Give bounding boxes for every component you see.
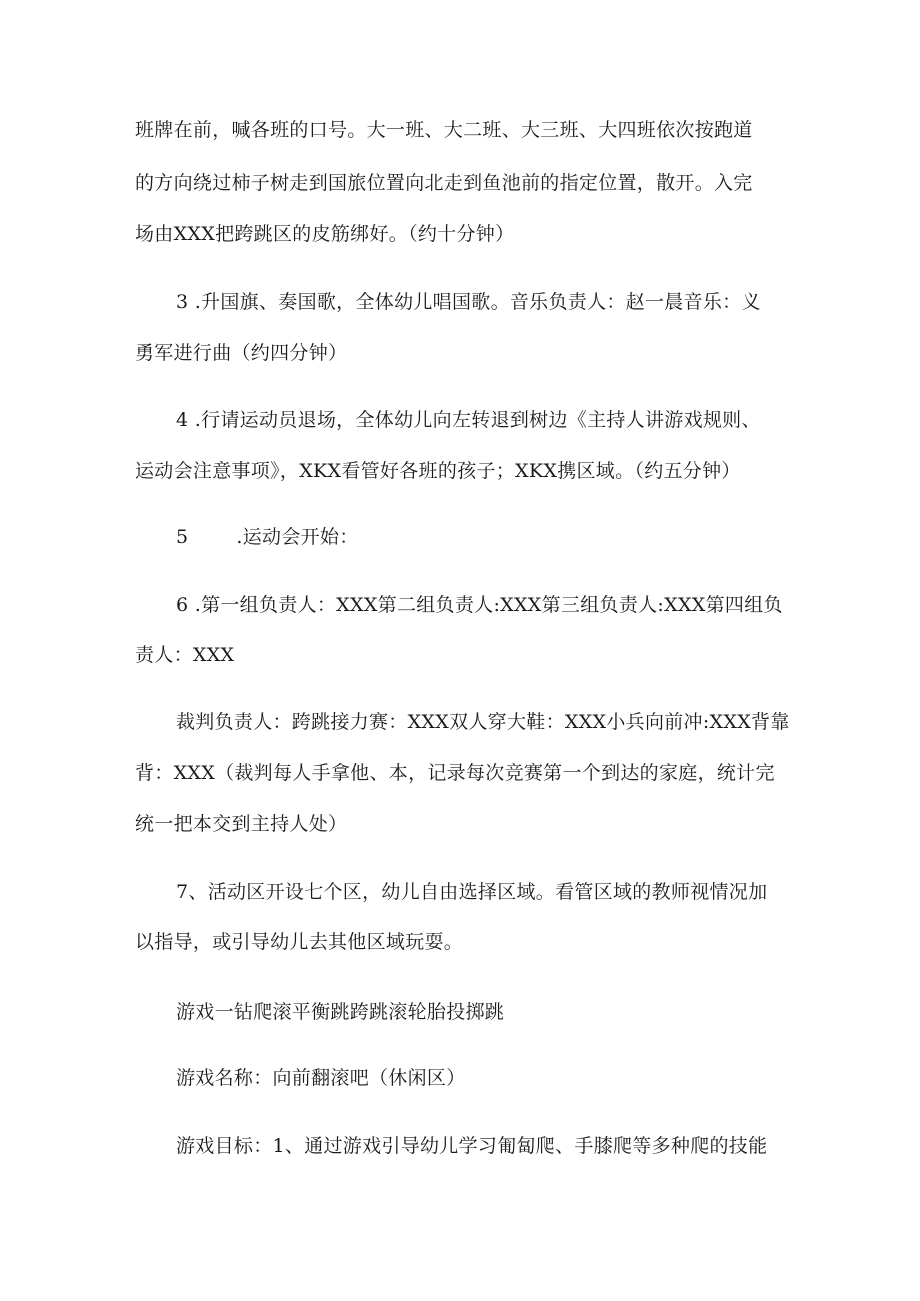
referee-line-2: 背：XXX（裁判每人手拿他、本，记录每次竞赛第一个到达的家庭，统计完 bbox=[135, 762, 775, 784]
paragraph-1-line-1: 班牌在前，喊各班的口号。大一班、大二班、大三班、大四班依次按跑道 bbox=[135, 119, 753, 141]
paragraph-1-line-2: 的方向绕过柿子树走到国旅位置向北走到鱼池前的指定位置，散开。入完 bbox=[135, 172, 753, 194]
item-5-number: 5 bbox=[176, 526, 189, 548]
item-4-line-1: 4 .行请运动员退场，全体幼儿向左转退到树边《主持人讲游戏规则、 bbox=[176, 409, 761, 431]
item-7-line-1: 7、活动区开设七个区，幼儿自由选择区域。看管区域的教师视情况加 bbox=[176, 881, 768, 903]
paragraph-1-line-3: 场由XXX把跨跳区的皮筋绑好。（约十分钟） bbox=[135, 223, 515, 245]
item-7-line-2: 以指导，或引导幼儿去其他区域玩耍。 bbox=[135, 931, 464, 953]
item-5-line bbox=[176, 525, 359, 549]
item-4-line-2: 运动会注意事项》，XKX看管好各班的孩子；XKX携区域。（约五分钟） bbox=[135, 460, 741, 482]
item-5-text: .运动会开始： bbox=[236, 526, 359, 548]
game-list-line: 游戏一钻爬滚平衡跳跨跳滚轮胎投掷跳 bbox=[176, 1001, 505, 1023]
item-6-line-2: 责人：XXX bbox=[135, 644, 235, 666]
item-6-line-1: 6 .第一组负责人：XXX第二组负责人:XXX第三组负责人:XXX第四组负 bbox=[176, 594, 783, 616]
game-name-line: 游戏名称：向前翻滚吧（休闲区） bbox=[176, 1067, 466, 1089]
item-3-line-1: 3 .升国旗、奏国歌，全体幼儿唱国歌。音乐负责人：赵一晨音乐：义 bbox=[176, 291, 761, 313]
referee-line-3: 统一把本交到主持人处） bbox=[135, 813, 348, 835]
item-3-line-2: 勇军进行曲（约四分钟） bbox=[135, 342, 348, 364]
referee-line-1: 裁判负责人：跨跳接力赛：XXX双人穿大鞋：XXX小兵向前冲:XXX背靠 bbox=[176, 711, 790, 733]
game-goal-line: 游戏目标：1、通过游戏引导幼儿学习匍匐爬、手膝爬等多种爬的技能 bbox=[176, 1135, 768, 1157]
